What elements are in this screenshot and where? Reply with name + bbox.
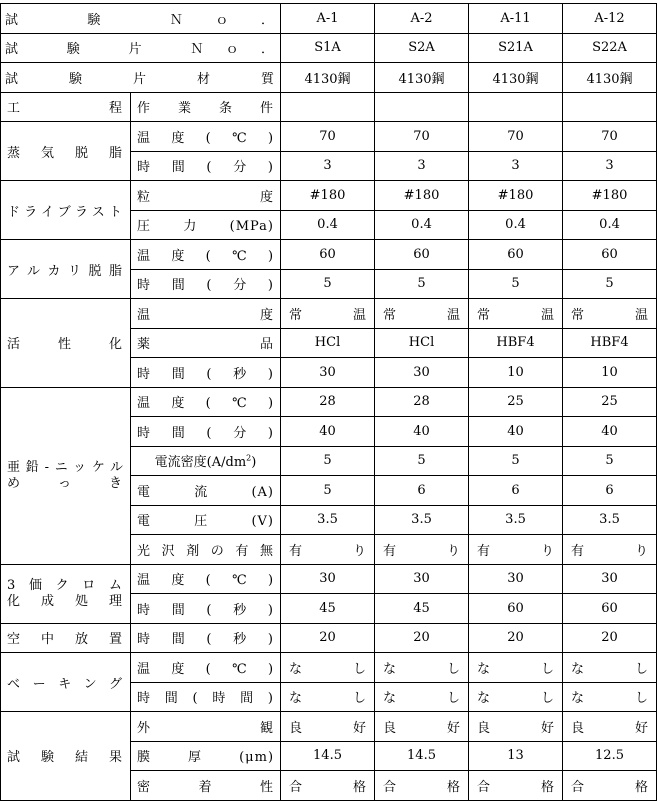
- value-cell: 6: [375, 476, 469, 506]
- table-row: [1, 240, 657, 270]
- value-cell: 28: [375, 387, 469, 417]
- current-density-label: 電流密度(A/dm: [154, 455, 247, 471]
- value-cell: 5: [563, 446, 657, 476]
- test-no-cell: A-12: [563, 4, 657, 34]
- condition-label: [131, 446, 281, 476]
- value-cell: 20: [469, 623, 563, 653]
- value-cell: 5: [563, 269, 657, 299]
- value-cell: 0.4: [563, 210, 657, 240]
- value-cell: 5: [375, 446, 469, 476]
- value-cell: 5: [281, 446, 375, 476]
- table-row: [1, 712, 657, 742]
- value-cell: 70: [563, 122, 657, 152]
- value-cell: 有り: [469, 535, 563, 565]
- piece-no-cell: S1A: [281, 33, 375, 63]
- value-cell: 14.5: [281, 741, 375, 771]
- value-cell: 60: [563, 240, 657, 270]
- value-cell: 70: [281, 122, 375, 152]
- material-cell: 4130鋼: [563, 63, 657, 93]
- current-density-close: ): [251, 455, 257, 471]
- value-cell: 3: [469, 151, 563, 181]
- value-cell: なし: [375, 653, 469, 683]
- value-cell: 常温: [375, 299, 469, 329]
- value-cell: 20: [375, 623, 469, 653]
- value-cell: 70: [375, 122, 469, 152]
- process-label: 空中放置: [1, 623, 131, 653]
- condition-label: 温度(℃): [131, 653, 281, 683]
- value-cell: 合格: [281, 771, 375, 801]
- value-cell: 70: [469, 122, 563, 152]
- value-cell: 40: [375, 417, 469, 447]
- value-cell: 3: [375, 151, 469, 181]
- value-cell: なし: [469, 653, 563, 683]
- value-cell: HBF4: [563, 328, 657, 358]
- value-cell: 10: [469, 358, 563, 388]
- value-cell: 45: [375, 594, 469, 624]
- condition-label: 温度(℃): [131, 564, 281, 594]
- value-cell: 14.5: [375, 741, 469, 771]
- value-cell: 40: [563, 417, 657, 447]
- test-no-cell: A-1: [281, 4, 375, 34]
- value-cell: なし: [563, 682, 657, 712]
- process-label: 活性化: [1, 299, 131, 388]
- value-cell: 常温: [563, 299, 657, 329]
- process-label: 試験結果: [1, 712, 131, 801]
- value-cell: 12.5: [563, 741, 657, 771]
- value-cell: 3.5: [281, 505, 375, 535]
- value-cell: 5: [281, 476, 375, 506]
- condition-label: 時間(分): [131, 151, 281, 181]
- value-cell: 良好: [281, 712, 375, 742]
- process-header: 工 程: [1, 92, 131, 122]
- value-cell: 3: [563, 151, 657, 181]
- value-cell: 有り: [281, 535, 375, 565]
- table-row: [1, 299, 657, 329]
- value-cell: 30: [281, 358, 375, 388]
- value-cell: #180: [375, 181, 469, 211]
- value-cell: HBF4: [469, 328, 563, 358]
- process-label: アルカリ脱脂: [1, 240, 131, 299]
- value-cell: 合格: [469, 771, 563, 801]
- condition-label: 時間(秒): [131, 358, 281, 388]
- value-cell: なし: [281, 653, 375, 683]
- value-cell: 25: [469, 387, 563, 417]
- test-no-row: [1, 4, 657, 34]
- value-cell: 合格: [375, 771, 469, 801]
- value-cell: 30: [375, 358, 469, 388]
- condition-label: 電圧(V): [131, 505, 281, 535]
- value-cell: 10: [563, 358, 657, 388]
- value-cell: 28: [281, 387, 375, 417]
- piece-no-cell: S2A: [375, 33, 469, 63]
- value-cell: 40: [281, 417, 375, 447]
- process-conditions-table: [0, 3, 657, 801]
- piece-no-cell: S21A: [469, 33, 563, 63]
- value-cell: HCl: [281, 328, 375, 358]
- section-header-row: [1, 92, 657, 122]
- condition-label: 電流(A): [131, 476, 281, 506]
- value-cell: 3.5: [469, 505, 563, 535]
- value-cell: #180: [281, 181, 375, 211]
- value-cell: #180: [563, 181, 657, 211]
- process-label-line: 亜鉛-ニッケル: [7, 459, 124, 475]
- table-row: [1, 181, 657, 211]
- value-cell: #180: [469, 181, 563, 211]
- value-cell: 0.4: [281, 210, 375, 240]
- value-cell: 有り: [375, 535, 469, 565]
- material-cell: 4130鋼: [281, 63, 375, 93]
- material-cell: 4130鋼: [469, 63, 563, 93]
- empty-cell: [375, 92, 469, 122]
- value-cell: 60: [375, 240, 469, 270]
- table-row: [1, 653, 657, 683]
- value-cell: 6: [469, 476, 563, 506]
- value-cell: 常温: [469, 299, 563, 329]
- piece-no-row: [1, 33, 657, 63]
- value-cell: 5: [469, 269, 563, 299]
- value-cell: なし: [563, 653, 657, 683]
- process-label-line: 3価クロム: [7, 577, 124, 593]
- value-cell: 良好: [375, 712, 469, 742]
- process-label: ドライブラスト: [1, 181, 131, 240]
- condition-label: 時間(時間): [131, 682, 281, 712]
- condition-label: 温度(℃): [131, 387, 281, 417]
- condition-label: 密着性: [131, 771, 281, 801]
- condition-header: 作 業 条 件: [131, 92, 281, 122]
- value-cell: 有り: [563, 535, 657, 565]
- value-cell: 3.5: [563, 505, 657, 535]
- value-cell: 60: [281, 240, 375, 270]
- value-cell: 60: [563, 594, 657, 624]
- empty-cell: [281, 92, 375, 122]
- material-label: 試 験 片 材 質: [1, 63, 281, 93]
- value-cell: 5: [281, 269, 375, 299]
- condition-label: 圧力(MPa): [131, 210, 281, 240]
- value-cell: 30: [563, 564, 657, 594]
- value-cell: 60: [469, 594, 563, 624]
- value-cell: 40: [469, 417, 563, 447]
- empty-cell: [563, 92, 657, 122]
- value-cell: 5: [469, 446, 563, 476]
- value-cell: 3: [281, 151, 375, 181]
- test-no-cell: A-11: [469, 4, 563, 34]
- table-row: [1, 623, 657, 653]
- value-cell: 合格: [563, 771, 657, 801]
- process-label: 蒸気脱脂: [1, 122, 131, 181]
- test-no-label: 試 験 Ｎｏ．: [1, 4, 281, 34]
- condition-label: 時間(分): [131, 269, 281, 299]
- value-cell: 0.4: [469, 210, 563, 240]
- empty-cell: [469, 92, 563, 122]
- condition-label: 時間(秒): [131, 594, 281, 624]
- value-cell: 45: [281, 594, 375, 624]
- value-cell: 20: [281, 623, 375, 653]
- condition-label: 温度(℃): [131, 122, 281, 152]
- value-cell: 25: [563, 387, 657, 417]
- value-cell: 0.4: [375, 210, 469, 240]
- condition-label: 時間(分): [131, 417, 281, 447]
- value-cell: 13: [469, 741, 563, 771]
- value-cell: なし: [469, 682, 563, 712]
- value-cell: 5: [375, 269, 469, 299]
- test-no-cell: A-2: [375, 4, 469, 34]
- table-row: [1, 564, 657, 594]
- piece-no-cell: S22A: [563, 33, 657, 63]
- process-label-line: 化成処理: [7, 593, 124, 609]
- table-body: [1, 4, 657, 801]
- value-cell: 20: [563, 623, 657, 653]
- condition-label: 膜厚(μm): [131, 741, 281, 771]
- material-row: [1, 63, 657, 93]
- condition-label: 時間(秒): [131, 623, 281, 653]
- process-label: [1, 387, 131, 564]
- value-cell: 30: [469, 564, 563, 594]
- current-density-exponent: 2: [246, 453, 252, 463]
- condition-label: 外 観: [131, 712, 281, 742]
- value-cell: 常温: [281, 299, 375, 329]
- value-cell: 30: [281, 564, 375, 594]
- condition-label: 粒 度: [131, 181, 281, 211]
- value-cell: 3.5: [375, 505, 469, 535]
- value-cell: 良好: [469, 712, 563, 742]
- value-cell: HCl: [375, 328, 469, 358]
- table-row: [1, 387, 657, 417]
- value-cell: 30: [375, 564, 469, 594]
- process-label-line: め っ き: [7, 475, 124, 491]
- value-cell: 良好: [563, 712, 657, 742]
- process-label: ベーキング: [1, 653, 131, 712]
- process-label: [1, 564, 131, 623]
- value-cell: 60: [469, 240, 563, 270]
- condition-label: 薬 品: [131, 328, 281, 358]
- piece-no-label: 試 験 片 Ｎｏ．: [1, 33, 281, 63]
- table-row: [1, 122, 657, 152]
- value-cell: なし: [375, 682, 469, 712]
- value-cell: なし: [281, 682, 375, 712]
- condition-label: 温度(℃): [131, 240, 281, 270]
- condition-label: 光沢剤の有無: [131, 535, 281, 565]
- value-cell: 6: [563, 476, 657, 506]
- material-cell: 4130鋼: [375, 63, 469, 93]
- condition-label: 温 度: [131, 299, 281, 329]
